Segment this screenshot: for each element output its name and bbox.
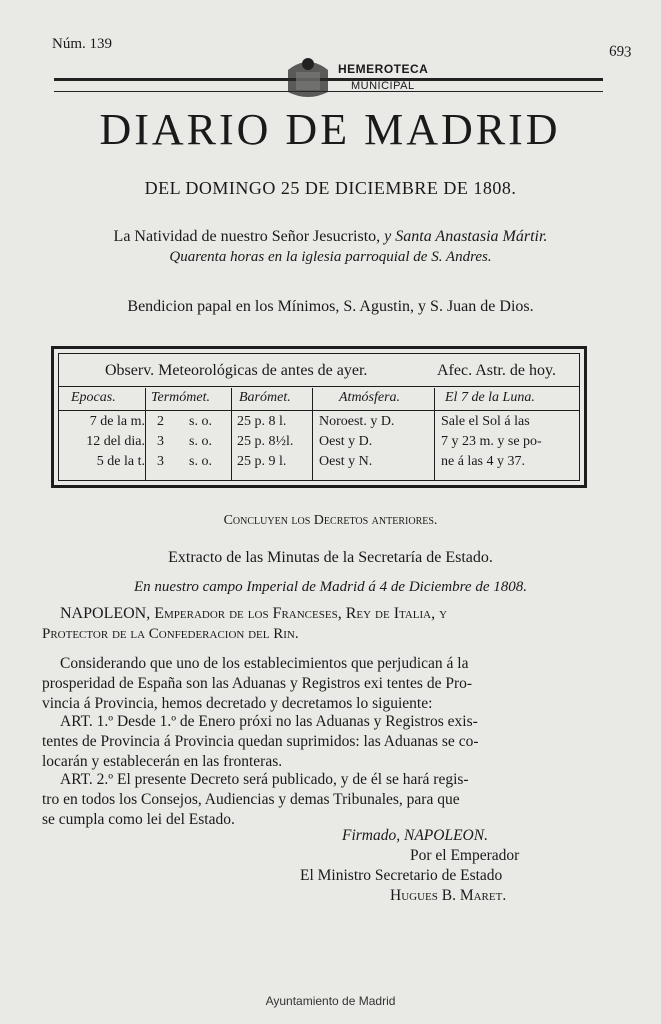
col-header-luna: El 7 de la Luna. <box>445 390 535 405</box>
col-divider <box>434 388 435 480</box>
table-divider <box>59 410 579 411</box>
saints-line-1b: y Santa Anastasia Mártir. <box>384 228 548 245</box>
napoleon-title-1: NAPOLEON, Emperador de los Franceses, Rey de Italia, y <box>60 605 448 622</box>
napoleon-title-2: Protector de la Confederacion del Rin. <box>42 626 299 642</box>
text-line: Considerando que uno de los establecimientos que perjudican á la <box>60 655 469 672</box>
astro-values <box>441 412 542 472</box>
cell-baro: 25 p. 8½l. <box>237 434 294 449</box>
table-divider <box>59 386 579 387</box>
col-header-epocas: Epocas. <box>71 390 116 405</box>
termo-units <box>189 412 212 472</box>
coat-of-arms-stamp-icon <box>278 52 338 102</box>
cell-atmos: Oest y D. <box>319 434 373 449</box>
text-line: prosperidad de España son las Aduanas y Registros exi tentes de Pro- <box>42 675 473 692</box>
astro-line: 7 y 23 m. y se po- <box>441 434 542 449</box>
text-line: vincia á Provincia, hemos decretado y decretamos lo siguiente: <box>42 695 433 712</box>
cell-termo: 3 <box>157 454 164 469</box>
extract-title: Extracto de las Minutas de la Secretaría de Estado. <box>168 549 493 566</box>
cell-baro: 25 p. 9 l. <box>237 454 287 469</box>
signature-line: Firmado, NAPOLEON. <box>342 827 488 844</box>
col-header-baromet: Barómet. <box>239 390 291 405</box>
issue-date: DEL DOMINGO 25 DE DICIEMBRE DE 1808. <box>144 178 517 198</box>
minister-title: El Ministro Secretario de Estado <box>300 867 503 884</box>
saints-line-2: Quarenta horas en la iglesia parroquial de S. Andres. <box>169 249 492 265</box>
cell-termo-unit: s. o. <box>189 414 212 429</box>
stamp-label: HEMEROTECA <box>338 62 429 76</box>
stamp-sublabel: MUNICIPAL <box>351 80 415 92</box>
saints-line-1a: La Natividad de nuestro Señor Jesucristo, <box>113 228 381 245</box>
archive-credit: Ayuntamiento de Madrid <box>265 994 396 1008</box>
col-divider <box>145 388 146 480</box>
paragraph-preamble <box>42 654 602 714</box>
col-header-atmosfera: Atmósfera. <box>339 390 401 405</box>
cell-termo: 2 <box>157 414 164 429</box>
astro-line: ne á las 4 y 37. <box>441 454 525 469</box>
weather-title: Observ. Meteorológicas de antes de ayer. <box>105 362 368 379</box>
paragraph-article-1 <box>42 712 602 772</box>
cell-epoca: 12 del dia. <box>86 434 145 449</box>
page-folio: 693 <box>608 43 632 61</box>
saints-line-3: Bendicion papal en los Mínimos, S. Agustin, y S. Juan de Dios. <box>127 298 534 315</box>
termo-values <box>157 412 164 472</box>
section-title: Concluyen los Decretos anteriores. <box>223 513 438 528</box>
cell-atmos: Oest y N. <box>319 454 373 469</box>
atmos-values <box>319 412 394 472</box>
issue-number: Núm. 139 <box>52 36 112 52</box>
cell-termo: 3 <box>157 434 164 449</box>
saints-line-1 <box>30 228 631 246</box>
text-line: ART. 2.º El presente Decreto será publicado, y de él se hará regis- <box>60 771 469 788</box>
baro-values <box>237 412 293 472</box>
paragraph-article-2 <box>42 770 602 830</box>
text-line: locarán y establecerán en las fronteras. <box>42 753 283 770</box>
cell-atmos: Noroest. y D. <box>319 414 395 429</box>
text-line: se cumpla como lei del Estado. <box>42 811 235 828</box>
cell-termo-unit: s. o. <box>189 434 212 449</box>
col-header-termomet: Termómet. <box>151 390 210 405</box>
cell-baro: 25 p. 8 l. <box>237 414 287 429</box>
dateline: En nuestro campo Imperial de Madrid á 4 de Diciembre de 1808. <box>134 579 527 595</box>
col-divider <box>231 388 232 480</box>
col-divider <box>312 388 313 480</box>
masthead-title: DIARIO DE MADRID <box>99 105 561 154</box>
text-line: tentes de Provincia á Provincia quedan suprimidos: las Aduanas se co- <box>42 733 479 750</box>
weather-table <box>51 346 587 488</box>
minister-name: Hugues B. Maret. <box>390 887 507 904</box>
cell-termo-unit: s. o. <box>189 454 212 469</box>
text-line: tro en todos los Consejos, Audiencias y demas Tribunales, para que <box>42 791 460 808</box>
cell-epoca: 7 de la m. <box>89 414 145 429</box>
por-el-emperador: Por el Emperador <box>410 847 520 864</box>
astro-line: Sale el Sol á las <box>441 414 530 429</box>
table-row <box>69 412 145 472</box>
text-line: ART. 1.º Desde 1.º de Enero próxi no las Aduanas y Registros exis- <box>60 713 478 730</box>
cell-epoca: 5 de la t. <box>96 454 145 469</box>
astro-title: Afec. Astr. de hoy. <box>437 362 556 379</box>
